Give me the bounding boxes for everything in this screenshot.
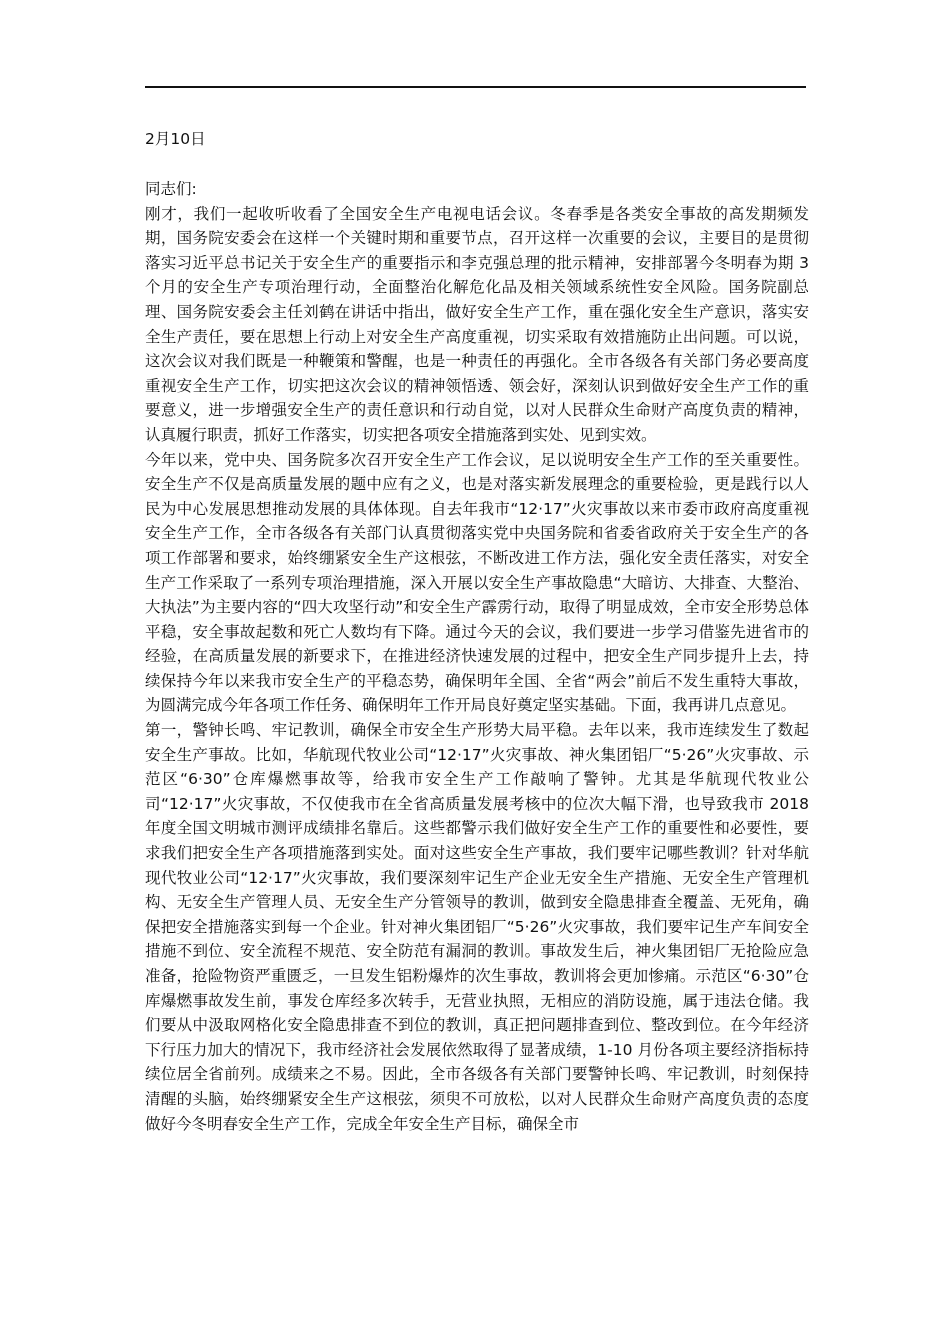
paragraph-2: 今年以来，党中央、国务院多次召开安全生产工作会议，足以说明安全生产工作的至关重要性。安全生产不仅是高质量发展的题中应有之义，也是对落实新发展理念的重要检验，更是践行以人民为中心发展思想推动发展的具体体现。自去年我市“12·17”火灾事故以来市委市政府高度重视安全生产工作，全市各级各有关部门认真贯彻落实党中央国务院和省委省政府关于安全生产的各项工作部署和要求，始终绷紧安全生产这根弦，不断改进工作方法，强化安全责任落实，对安全生产工作采取了一系列专项治理措施，深入开展以安全生产事故隐患“大暗访、大排查、大整治、大执法”为主要内容的“四大攻坚行动”和安全生产霹雳行动，取得了明显成效，全市安全形势总体平稳，安全事故起数和死亡人数均有下降。通过今天的会议，我们要进一步学习借鉴先进省市的经验，在高质量发展的新要求下，在推进经济快速发展的过程中，把安全生产同步提升上去，持续保持今年以来我市安全生产的平稳态势，确保明年全国、全省“两会”前后不发生重特大事故，为圆满完成今年各项工作任务、确保明年工作开局良好奠定坚实基础。下面，我再讲几点意见。 — [145, 450, 809, 715]
document-body — [145, 177, 809, 1136]
paragraph-1: 刚才，我们一起收听收看了全国安全生产电视电话会议。冬春季是各类安全事故的高发期频发期，国务院安委会在这样一个关键时期和重要节点，召开这样一次重要的会议，主要目的是贯彻落实习近平总书记关于安全生产的重要指示和李克强总理的批示精神，安排部署今冬明春为期 3 个月的安全生产专项治理行动，全面整治化解危化品及相关领域系统性安全风险。国务院副总理、国务院安委会主任刘鹤在讲话中指出，做好安全生产工作，重在强化安全生产意识，落实安全生产责任，要在思想上行动上对安全生产高度重视，切实采取有效措施防止出问题。可以说，这次会议对我们既是一种鞭策和警醒，也是一种责任的再强化。全市各级各有关部门务必要高度重视安全生产工作，切实把这次会议的精神领悟透、领会好，深刻认识到做好安全生产工作的重要意义，进一步增强安全生产的责任意识和行动自觉，以对人民群众生命财产高度负责的精神，认真履行职责，抓好工作落实，切实把各项安全措施落到实处、见到实效。 — [145, 204, 809, 444]
paragraph-3: 第一，警钟长鸣、牢记教训，确保全市安全生产形势大局平稳。去年以来，我市连续发生了数起安全生产事故。比如，华航现代牧业公司“12·17”火灾事故、神火集团铝厂“5·26”火灾事故、示范区“6·30”仓库爆燃事故等，给我市安全生产工作敲响了警钟。尤其是华航现代牧业公司“12·17”火灾事故，不仅使我市在全省高质量发展考核中的位次大幅下滑，也导致我市 2018 年度全国文明城市测评成绩排名靠后。这些都警示我们做好安全生产工作的重要性和必要性，要求我们把安全生产各项措施落到实处。面对这些安全生产事故，我们要牢记哪些教训？针对华航现代牧业公司“12·17”火灾事故，我们要深刻牢记生产企业无安全生产措施、无安全生产管理机构、无安全生产管理人员、无安全生产分管领导的教训，做到安全隐患排查全覆盖、无死角，确保把安全措施落实到每一个企业。针对神火集团铝厂“5·26”火灾事故，我们要牢记生产车间安全措施不到位、安全流程不规范、安全防范有漏洞的教训。事故发生后，神火集团铝厂无抢险应急准备，抢险物资严重匮乏，一旦发生铝粉爆炸的次生事故，教训将会更加惨痛。示范区“6·30”仓库爆燃事故发生前，事发仓库经多次转手，无营业执照，无相应的消防设施，属于违法仓储。我们要从中汲取网格化安全隐患排查不到位的教训，真正把问题排查到位、整改到位。在今年经济下行压力加大的情况下，我市经济社会发展依然取得了显著成绩，1-10 月份各项主要经济指标持续位居全省前列。成绩来之不易。因此，全市各级各有关部门要警钟长鸣、牢记教训，时刻保持清醒的头脑，始终绷紧安全生产这根弦，须臾不可放松，以对人民群众生命财产高度负责的态度做好今冬明春安全生产工作，完成全年安全生产目标，确保全市 — [145, 721, 809, 1133]
header-rule — [145, 86, 806, 88]
salutation: 同志们: — [145, 180, 197, 198]
document-date: 2月10日 — [145, 130, 206, 148]
